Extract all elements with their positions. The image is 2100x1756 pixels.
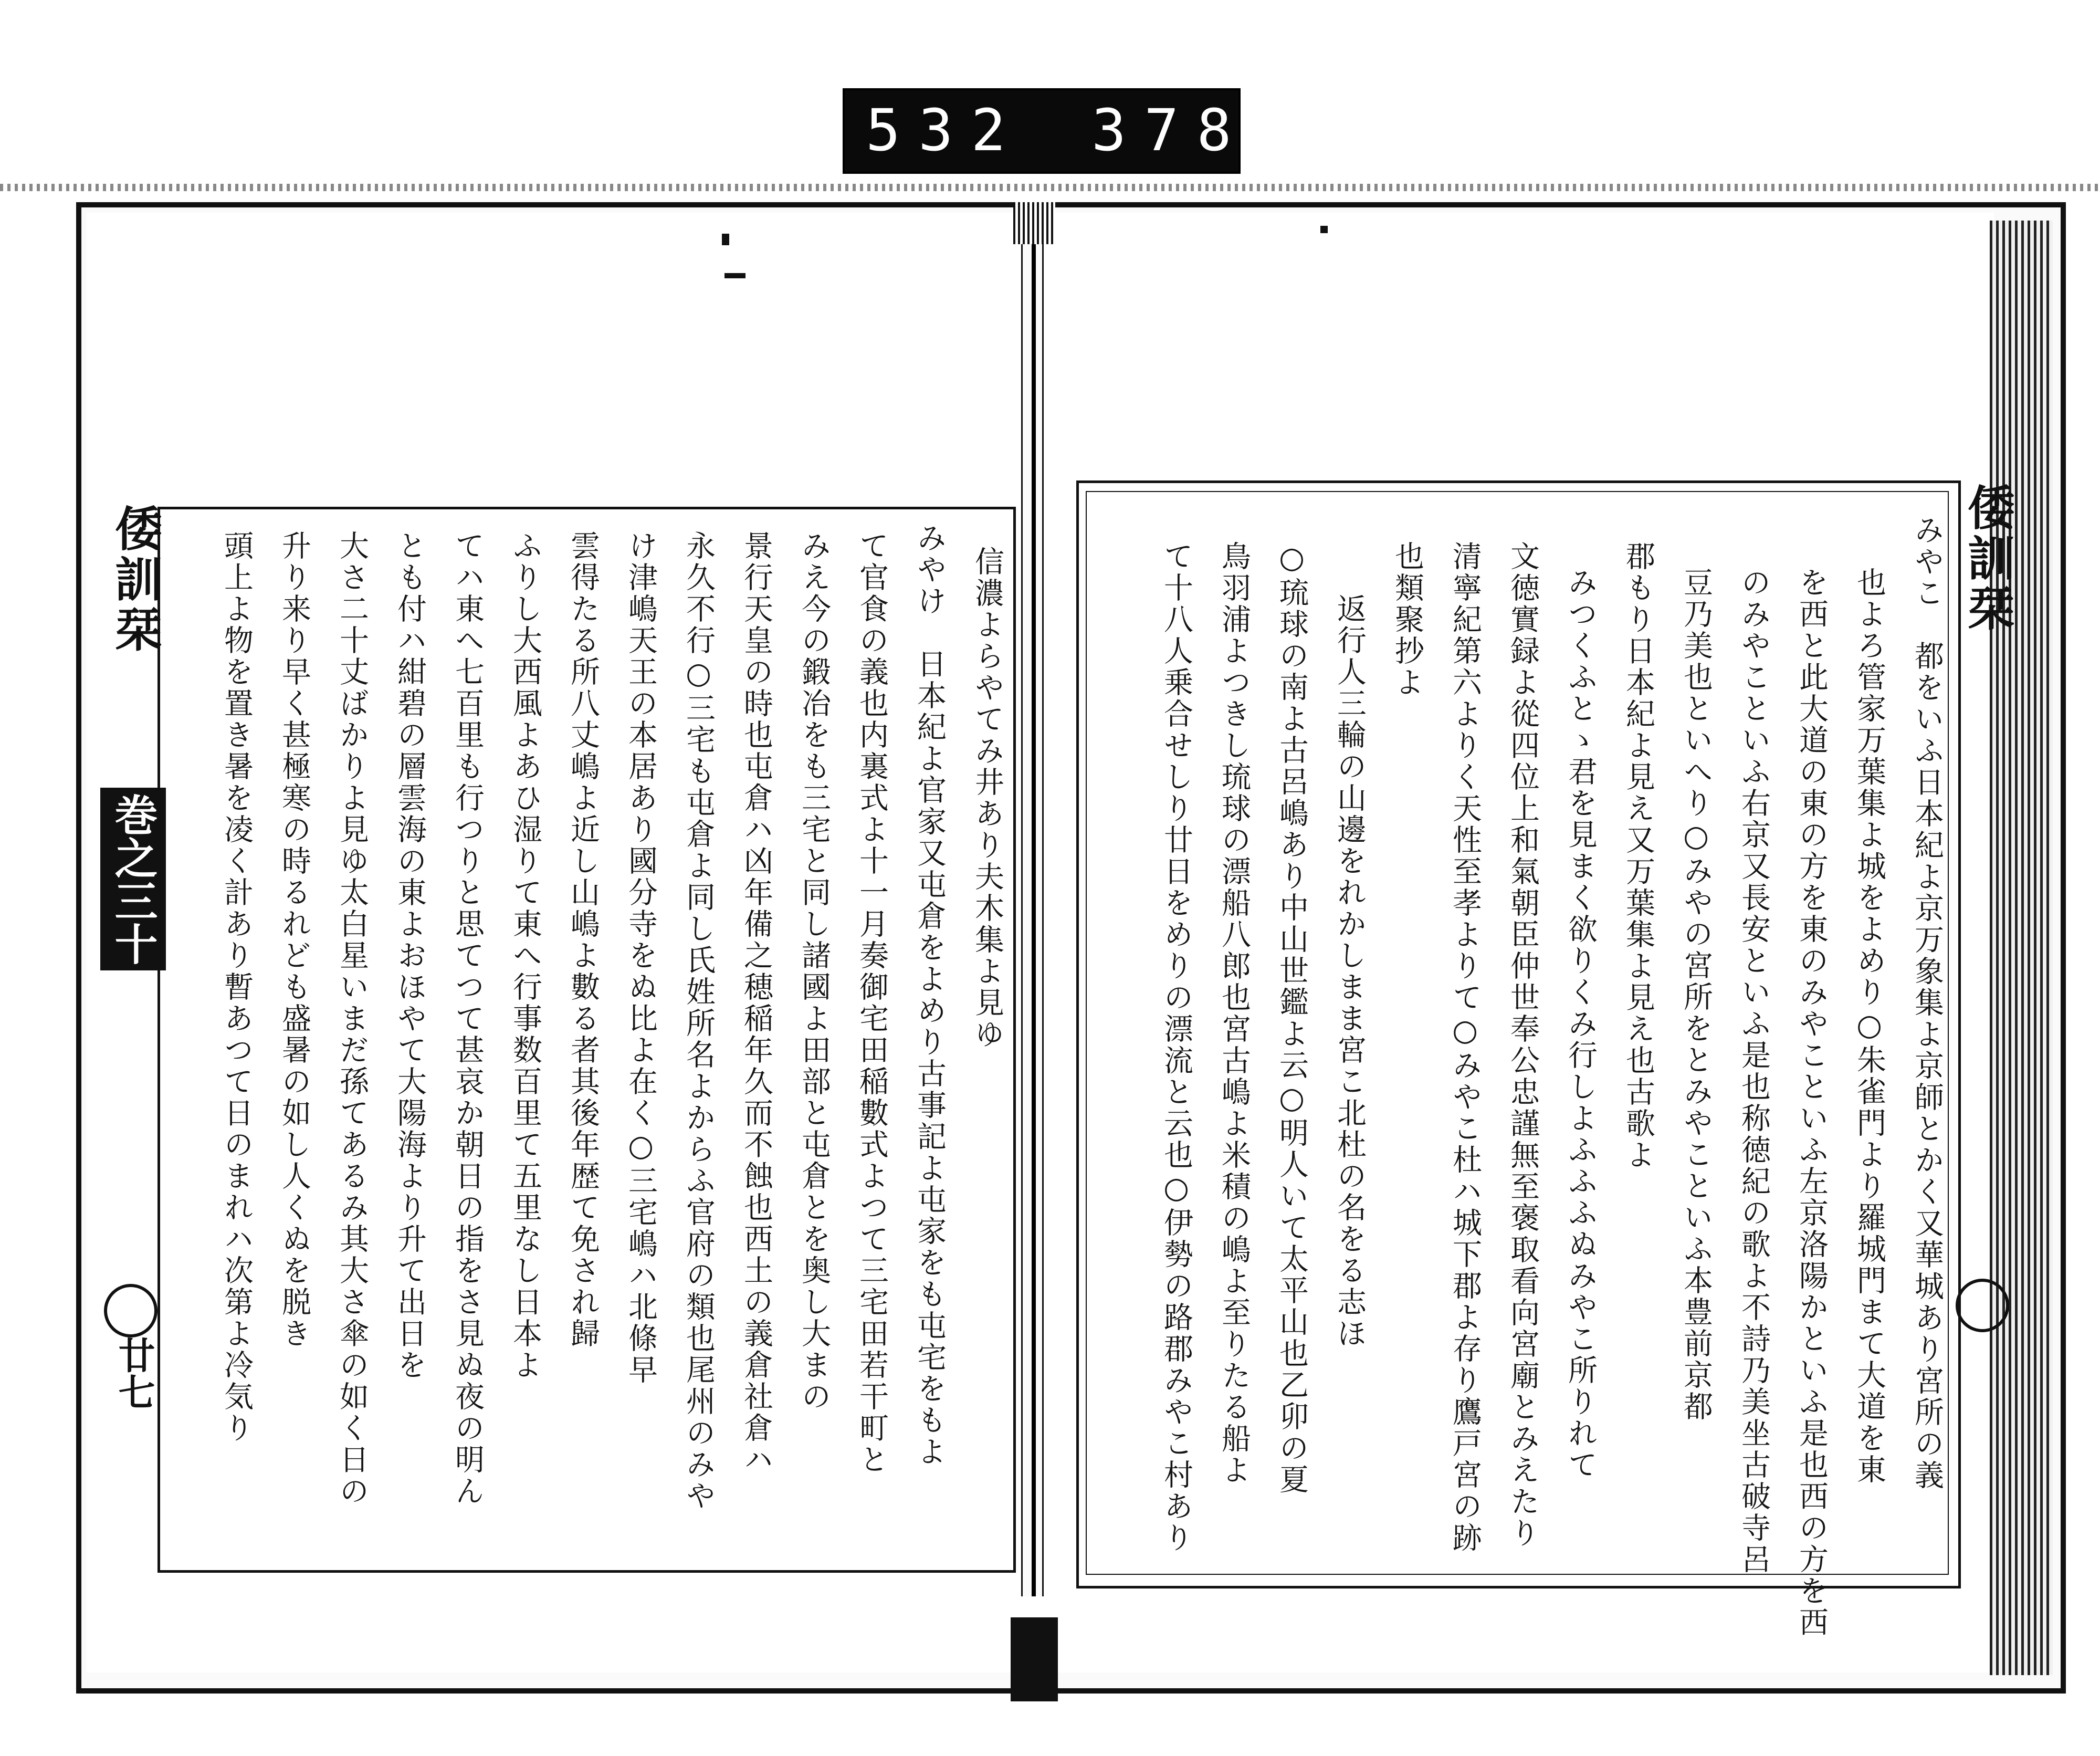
text-column: て官食の義也内裏式よ十一月奏御宅田稲數式よつて三宅田若干町と bbox=[855, 530, 889, 1476]
text-column: みやこ 都をいふ日本紀よ京万象集よ京師とかく又華城あり宮所の義 bbox=[1910, 515, 1944, 1491]
right-margin-title bbox=[1953, 483, 2015, 1008]
text-column: 信濃よらやてみ井あり夫木集よ見ゆ bbox=[970, 546, 1004, 1050]
call-number-label bbox=[843, 88, 1302, 174]
text-column: 郡もり日本紀よ見え又万葉集よ見え也古歌よ bbox=[1621, 541, 1655, 1171]
text-column: 鳥羽浦よつきし琉球の漂船八郎也宮古嶋よ米積の嶋よ至りたる船よ bbox=[1217, 541, 1251, 1486]
text-column: 大さ二十丈ばかりよ見ゆ太白星いまだ孫てあるみ其大さ傘の如く日の bbox=[335, 530, 369, 1507]
ink-mark bbox=[722, 234, 729, 245]
call-number-left: 532 bbox=[866, 97, 1024, 164]
text-column: 返行人三輪の山邊をれかしまま宮こ北杜の名をる志ほ bbox=[1332, 593, 1367, 1350]
text-column: 永久不行○三宅も屯倉よ同し氏姓所名よからふ官府の類也尾州のみや bbox=[681, 530, 716, 1512]
text-column: 文徳實録よ從四位上和氣朝臣仲世奉公忠謹無至褒取看向宮廟とみえたり bbox=[1506, 541, 1540, 1549]
left-margin-title bbox=[97, 504, 162, 1292]
ink-mark bbox=[724, 273, 746, 278]
text-column: 也よろ管家万葉集よ城をよめり○朱雀門より羅城門まて大道を東 bbox=[1852, 567, 1886, 1486]
volume-label: 巻之三十 bbox=[100, 788, 166, 970]
text-column: みつくふとゝ君を見まく欲りくみ行しよふふふぬみやこ所りれて bbox=[1563, 567, 1598, 1481]
text-column: ふりし大西風よあひ湿りて東へ行事数百里て五里なし日本よ bbox=[508, 530, 542, 1381]
text-column: みえ今の鍛冶をも三宅と同し諸國よ田部と屯倉とを奥し大まの bbox=[797, 530, 831, 1413]
text-column: 也類聚抄よ bbox=[1390, 541, 1424, 698]
book-title: 倭訓栞 bbox=[1959, 483, 2015, 634]
text-column: 雲得たる所八丈嶋よ近し山嶋よ數る者其後年歴て免され歸 bbox=[566, 530, 600, 1350]
text-column: 頭上よ物を置き暑を凌く計あり暫あつて日のまれハ次第よ冷気り bbox=[219, 530, 254, 1444]
spine-binding-top bbox=[1013, 202, 1055, 244]
folio-circle bbox=[104, 1284, 158, 1337]
book-spine bbox=[1032, 210, 1036, 1680]
spine-binding-bottom bbox=[1011, 1596, 1058, 1701]
folio-number: 廿七 bbox=[112, 1336, 156, 1410]
folio-circle bbox=[1956, 1279, 2009, 1332]
text-column: のみやこといふ右京又長安といふ是也称徳紀の歌よ不詩乃美坐古破寺呂 bbox=[1737, 567, 1771, 1575]
text-column: け津嶋天王の本居あり國分寺をぬ比よ在く○三宅嶋ハ北條早 bbox=[624, 530, 658, 1386]
call-number-right: 378. bbox=[1091, 97, 1302, 164]
text-column: 升り来り早く甚極寒の時るれども盛暑の如し人くぬを脱き bbox=[277, 530, 311, 1350]
text-column: 豆乃美也といへり○みやの宮所をとみやこといふ本豊前京都 bbox=[1679, 567, 1713, 1423]
text-column: とも付ハ紺碧の層雲海の東よおほやて大陽海より升て出日を bbox=[393, 530, 427, 1381]
text-column: みやけ 日本紀よ官家又屯倉をよめり古事記よ屯家をも屯宅をもよ bbox=[912, 522, 947, 1468]
text-column: て十八人乗合せしり廿日をめりの漂流と云也○伊勢の路郡みやこ村あり bbox=[1159, 541, 1193, 1554]
text-column: 清寧紀第六よりく天性至孝よりて○みやこ杜ハ城下郡よ存り鷹戸宮の跡 bbox=[1448, 541, 1482, 1554]
text-column: を西と此大道の東の方を東のみやこといふ左京洛陽かといふ是也西の方を西 bbox=[1794, 567, 1829, 1638]
ink-mark bbox=[1320, 226, 1328, 233]
scan-edge bbox=[0, 184, 2100, 191]
text-column: てハ東へ七百里も行つりと思てつて甚哀か朝日の指をさ見ぬ夜の明ん bbox=[450, 530, 485, 1507]
book-title: 倭訓栞 bbox=[107, 504, 162, 655]
text-column: 景行天皇の時也屯倉ハ凶年備之穂稲年久而不蝕也西土の義倉社倉ハ bbox=[739, 530, 773, 1476]
text-column: ○琉球の南よ古呂嶋あり中山世鑑よ云○明人いて太平山也乙卯の夏 bbox=[1275, 541, 1309, 1496]
